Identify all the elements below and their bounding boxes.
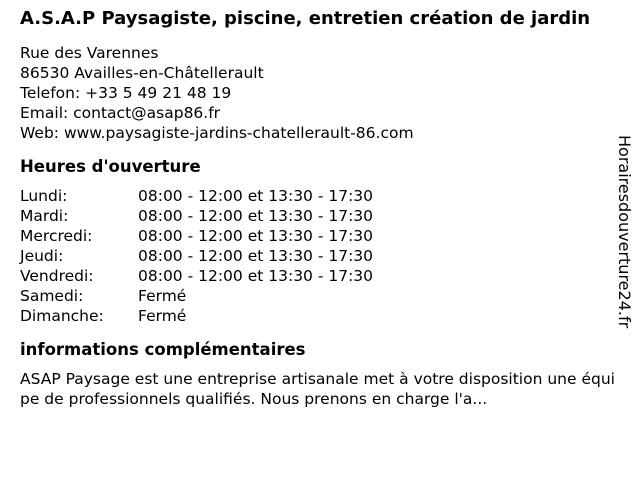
- business-name: A.S.A.P Paysagiste, piscine, entretien création de jardin: [20, 8, 591, 29]
- hours-time: 08:00 - 12:00 et 13:30 - 17:30: [138, 227, 374, 245]
- hours-day: Jeudi:: [20, 247, 64, 265]
- hours-table: [20, 186, 373, 326]
- hours-day: Mardi:: [20, 207, 69, 225]
- hours-day: Vendredi:: [20, 267, 94, 285]
- hours-row: [20, 186, 373, 206]
- hours-day: Samedi:: [20, 287, 84, 305]
- hours-time: 08:00 - 12:00 et 13:30 - 17:30: [138, 267, 374, 285]
- hours-day: Mercredi:: [20, 227, 93, 245]
- site-watermark: Horairesdouverture24.fr: [615, 135, 634, 329]
- contact-block: [20, 43, 605, 143]
- hours-row: [20, 306, 373, 326]
- hours-time: 08:00 - 12:00 et 13:30 - 17:30: [138, 247, 374, 265]
- hours-row: [20, 266, 373, 286]
- info-heading: informations complémentaires: [20, 340, 306, 359]
- hours-row: [20, 286, 373, 306]
- street-address: Rue des Varennes: [20, 44, 159, 62]
- hours-day: Dimanche:: [20, 307, 104, 325]
- hours-time: 08:00 - 12:00 et 13:30 - 17:30: [138, 187, 374, 205]
- hours-day: Lundi:: [20, 187, 68, 205]
- hours-time: Fermé: [138, 287, 187, 305]
- hours-row: [20, 246, 373, 266]
- hours-row: [20, 206, 373, 226]
- website-link[interactable]: Web: www.paysagiste-jardins-chatellerault-86.com: [20, 124, 414, 142]
- info-text: ASAP Paysage est une entreprise artisanale met à votre disposition une équipe de professionnels qualifiés. Nous prenons en charge l'a...: [20, 370, 615, 408]
- hours-time: Fermé: [138, 307, 187, 325]
- email-address[interactable]: Email: contact@asap86.fr: [20, 104, 221, 122]
- hours-time: 08:00 - 12:00 et 13:30 - 17:30: [138, 207, 374, 225]
- hours-heading: Heures d'ouverture: [20, 157, 201, 176]
- business-card: [20, 8, 615, 409]
- phone-number[interactable]: Telefon: +33 5 49 21 48 19: [20, 84, 232, 102]
- hours-row: [20, 226, 373, 246]
- city-address: 86530 Availles-en-Châtellerault: [20, 64, 264, 82]
